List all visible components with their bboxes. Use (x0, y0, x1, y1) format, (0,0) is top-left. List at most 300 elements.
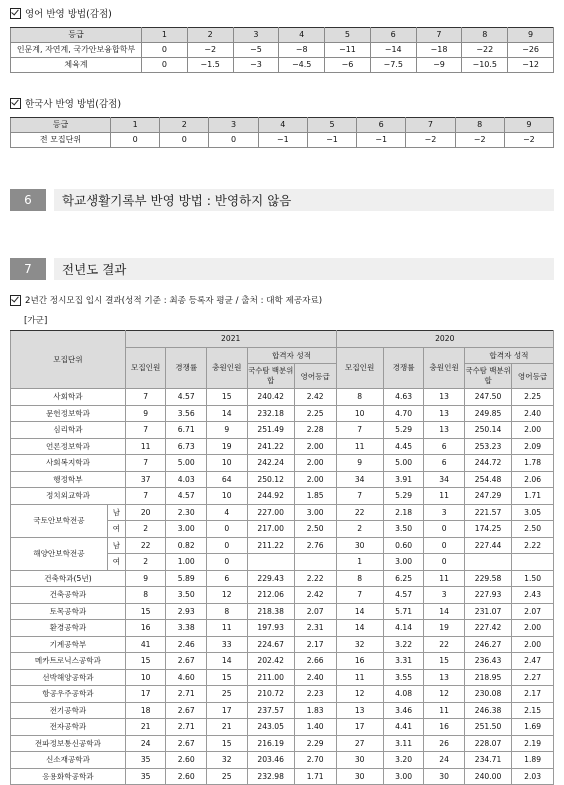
english-deduction-table (10, 27, 554, 73)
table-cell: 2.46 (166, 636, 207, 653)
table-cell: 15 (125, 603, 166, 620)
section-title: 학교생활기록부 반영 방법 : 반영하지 않음 (54, 189, 554, 211)
table-cell: 1 (336, 554, 383, 571)
table-cell: 5.00 (166, 455, 207, 472)
table-cell: 13 (424, 389, 465, 406)
table-cell: 30 (336, 768, 383, 785)
table-cell: 32 (206, 752, 247, 769)
table-row (11, 405, 554, 422)
table-cell: 229.58 (464, 570, 511, 587)
column-header: 합격자 성적 (247, 347, 336, 364)
table-cell: 227.42 (464, 620, 511, 637)
table-cell: 174.25 (464, 521, 511, 538)
table-row (11, 587, 554, 604)
table-cell: 16 (336, 653, 383, 670)
table-cell: 3 (424, 504, 465, 521)
table-row (11, 653, 554, 670)
table-row (11, 686, 554, 703)
table-cell: 228.07 (464, 735, 511, 752)
table-cell: 10 (336, 405, 383, 422)
table-cell: 236.43 (464, 653, 511, 670)
grade-header: 5 (307, 118, 356, 133)
grade-header: 6 (357, 118, 406, 133)
table-cell: 0 (142, 43, 188, 58)
table-cell: 210.72 (247, 686, 294, 703)
table-cell: 216.19 (247, 735, 294, 752)
unit-cell: 기계공학부 (11, 636, 126, 653)
table-cell: 5.71 (383, 603, 424, 620)
table-cell: −4.5 (279, 58, 325, 73)
table-cell: 2.07 (294, 603, 336, 620)
table-cell: 21 (125, 719, 166, 736)
table-cell: 2.06 (512, 471, 554, 488)
table-cell: 2.50 (294, 521, 336, 538)
table-cell: 251.49 (247, 422, 294, 439)
table-cell: 1.89 (512, 752, 554, 769)
table-cell: 2.50 (512, 521, 554, 538)
table-cell: 13 (424, 405, 465, 422)
table-cell: 2.09 (512, 438, 554, 455)
table-cell: 1.50 (512, 570, 554, 587)
table-cell: −2 (455, 133, 504, 148)
unit-cell: 건축학과(5년) (11, 570, 126, 587)
table-cell: 19 (424, 620, 465, 637)
row-label: 인문계, 자연계, 국가안보융합학부 (11, 43, 142, 58)
table-cell: 15 (424, 653, 465, 670)
table-cell: 0 (424, 521, 465, 538)
table-cell: 4.03 (166, 471, 207, 488)
table-cell: 230.08 (464, 686, 511, 703)
table-cell (512, 554, 554, 571)
results-section-header (10, 294, 322, 306)
table-cell: 25 (206, 686, 247, 703)
table-cell: 4.60 (166, 669, 207, 686)
table-cell: 5.29 (383, 488, 424, 505)
table-cell: 64 (206, 471, 247, 488)
table-cell: 2.70 (294, 752, 336, 769)
table-cell: 217.00 (247, 521, 294, 538)
table-cell: 11 (336, 438, 383, 455)
table-cell: 2.23 (294, 686, 336, 703)
unit-cell: 사회복지학과 (11, 455, 126, 472)
table-row (11, 43, 554, 58)
sex-cell: 여 (107, 521, 125, 538)
table-cell: 224.67 (247, 636, 294, 653)
table-cell: 6.25 (383, 570, 424, 587)
table-cell: 3 (424, 587, 465, 604)
table-cell: 14 (206, 653, 247, 670)
table-cell: 3.38 (166, 620, 207, 637)
table-cell: 37 (125, 471, 166, 488)
table-cell: 250.14 (464, 422, 511, 439)
table-cell: 32 (336, 636, 383, 653)
table-cell: 7 (125, 422, 166, 439)
table-cell: 3.00 (166, 521, 207, 538)
unit-cell: 심리학과 (11, 422, 126, 439)
table-cell: 30 (336, 752, 383, 769)
grade-header: 1 (111, 118, 160, 133)
table-cell: 4.57 (166, 389, 207, 406)
grade-header: 8 (462, 28, 508, 43)
table-cell: 1.71 (294, 768, 336, 785)
table-cell: 2.22 (294, 570, 336, 587)
table-cell: 0 (424, 554, 465, 571)
column-header: 합격자 성적 (464, 347, 553, 364)
table-cell: 2.29 (294, 735, 336, 752)
table-cell: 218.38 (247, 603, 294, 620)
table-cell: 11 (336, 669, 383, 686)
table-cell: 218.95 (464, 669, 511, 686)
grade-header: 7 (416, 28, 462, 43)
section-number: 6 (10, 189, 46, 211)
table-cell: −6 (325, 58, 371, 73)
table-cell: 234.71 (464, 752, 511, 769)
table-cell: 2.03 (512, 768, 554, 785)
table-row (11, 669, 554, 686)
header-row (11, 118, 554, 133)
table-cell: 14 (336, 603, 383, 620)
table-cell: 4.57 (383, 587, 424, 604)
sex-cell: 남 (107, 504, 125, 521)
table-cell: 34 (424, 471, 465, 488)
table-cell: 3.22 (383, 636, 424, 653)
unit-cell: 언론정보학과 (11, 438, 126, 455)
table-row (11, 488, 554, 505)
table-cell: 2.40 (512, 405, 554, 422)
table-cell: 26 (424, 735, 465, 752)
table-cell: 2.00 (512, 422, 554, 439)
table-cell: 30 (424, 768, 465, 785)
table-cell: 30 (336, 537, 383, 554)
table-cell: 2.67 (166, 653, 207, 670)
table-cell: 243.05 (247, 719, 294, 736)
table-cell: 227.44 (464, 537, 511, 554)
table-cell: 16 (125, 620, 166, 637)
english-section-header (10, 6, 112, 20)
table-cell: 14 (206, 405, 247, 422)
table-cell: 237.57 (247, 702, 294, 719)
section-title: 전년도 결과 (54, 258, 554, 280)
table-cell: 13 (424, 422, 465, 439)
table-cell: 9 (125, 570, 166, 587)
table-cell: 4.57 (166, 488, 207, 505)
table-cell: 2.17 (512, 686, 554, 703)
table-cell: 227.00 (247, 504, 294, 521)
table-cell: 0 (160, 133, 209, 148)
table-cell: 0 (206, 554, 247, 571)
table-cell: 22 (125, 537, 166, 554)
table-cell: 2.28 (294, 422, 336, 439)
unit-cell: 정치외교학과 (11, 488, 126, 505)
section-number: 7 (10, 258, 46, 280)
table-cell: 19 (206, 438, 247, 455)
table-cell: 5.00 (383, 455, 424, 472)
grade-header: 2 (187, 28, 233, 43)
table-cell: −2 (504, 133, 553, 148)
table-cell: 2.15 (512, 702, 554, 719)
grade-header: 3 (233, 28, 279, 43)
table-cell: 17 (336, 719, 383, 736)
table-cell: 247.29 (464, 488, 511, 505)
table-cell: 13 (336, 702, 383, 719)
checkbox-icon (10, 8, 21, 19)
table-cell: 8 (336, 389, 383, 406)
table-cell: −14 (370, 43, 416, 58)
table-cell: 2.00 (294, 438, 336, 455)
table-cell: 15 (206, 669, 247, 686)
column-header: 경쟁률 (383, 347, 424, 389)
table-cell: 3.50 (166, 587, 207, 604)
table-cell: 25 (206, 768, 247, 785)
grade-header: 6 (370, 28, 416, 43)
table-cell: 2 (125, 554, 166, 571)
table-cell: 3.00 (383, 554, 424, 571)
table-cell: 0 (111, 133, 160, 148)
header-row (11, 28, 554, 43)
table-cell: 2.42 (294, 587, 336, 604)
table-cell: 20 (125, 504, 166, 521)
table-cell: 24 (125, 735, 166, 752)
table-cell: 11 (206, 620, 247, 637)
table-cell: 3.50 (383, 521, 424, 538)
table-cell: 17 (206, 702, 247, 719)
year-header: 2021 (125, 331, 336, 348)
table-cell: 4.08 (383, 686, 424, 703)
unit-cell: 환경공학과 (11, 620, 126, 637)
table-cell: 2.42 (294, 389, 336, 406)
table-cell: −3 (233, 58, 279, 73)
table-cell: 2.30 (166, 504, 207, 521)
table-cell: 3.46 (383, 702, 424, 719)
table-cell: 2.31 (294, 620, 336, 637)
table-cell: 34 (336, 471, 383, 488)
table-cell: 10 (206, 455, 247, 472)
table-cell: 232.98 (247, 768, 294, 785)
table-cell: 2.18 (383, 504, 424, 521)
grade-header: 4 (258, 118, 307, 133)
table-cell: −1 (258, 133, 307, 148)
table-cell: 9 (336, 455, 383, 472)
grade-header: 등급 (11, 28, 142, 43)
table-cell: 4.14 (383, 620, 424, 637)
table-row (11, 719, 554, 736)
table-cell: 11 (125, 438, 166, 455)
table-cell: 0 (424, 537, 465, 554)
table-cell: 10 (206, 488, 247, 505)
grade-header: 9 (508, 28, 554, 43)
table-cell: 6 (424, 438, 465, 455)
table-cell: −11 (325, 43, 371, 58)
column-header: 국수탐 백분위합 (464, 364, 511, 389)
table-cell: 9 (206, 422, 247, 439)
table-cell: 35 (125, 768, 166, 785)
table-cell: 7 (336, 488, 383, 505)
table-cell: 1.71 (512, 488, 554, 505)
table-cell: 2.67 (166, 702, 207, 719)
table-cell: 0.60 (383, 537, 424, 554)
table-cell: 254.48 (464, 471, 511, 488)
table-row (11, 702, 554, 719)
column-header: 국수탐 백분위합 (247, 364, 294, 389)
table-cell: 2.76 (294, 537, 336, 554)
table-cell: 14 (424, 603, 465, 620)
table-cell: −2 (406, 133, 455, 148)
table-cell: 2 (336, 521, 383, 538)
table-cell: 2.93 (166, 603, 207, 620)
table-cell: 2.00 (512, 620, 554, 637)
table-cell: 11 (424, 702, 465, 719)
grade-header: 7 (406, 118, 455, 133)
history-section-header (10, 96, 121, 110)
table-cell: −1.5 (187, 58, 233, 73)
table-cell: 2.19 (512, 735, 554, 752)
table-cell: 2.00 (294, 471, 336, 488)
table-cell: 6 (424, 455, 465, 472)
table-cell: 2.00 (294, 455, 336, 472)
history-section-title: 한국사 반영 방법(감점) (25, 99, 122, 110)
table-cell: 11 (424, 488, 465, 505)
table-cell: 229.43 (247, 570, 294, 587)
unit-cell: 전자공학과 (11, 719, 126, 736)
table-cell: −26 (508, 43, 554, 58)
table-cell: 242.24 (247, 455, 294, 472)
table-cell: 246.38 (464, 702, 511, 719)
table-cell: 3.31 (383, 653, 424, 670)
table-cell: 1.83 (294, 702, 336, 719)
table-cell: 9 (125, 405, 166, 422)
table-cell: −2 (187, 43, 233, 58)
grade-header: 4 (279, 28, 325, 43)
table-cell: 2.25 (294, 405, 336, 422)
checkbox-icon (10, 295, 21, 306)
table-cell: 10 (125, 669, 166, 686)
table-cell: 22 (424, 636, 465, 653)
table-cell: 17 (125, 686, 166, 703)
table-cell: 1.40 (294, 719, 336, 736)
grade-header: 8 (455, 118, 504, 133)
table-cell: 8 (125, 587, 166, 604)
table-cell: 18 (125, 702, 166, 719)
section-6-bar (10, 189, 554, 211)
table-cell: 2.47 (512, 653, 554, 670)
table-cell: 4 (206, 504, 247, 521)
table-cell: 251.50 (464, 719, 511, 736)
table-cell: 2.07 (512, 603, 554, 620)
table-cell: 5.89 (166, 570, 207, 587)
table-cell: 2.25 (512, 389, 554, 406)
row-label: 전 모집단위 (11, 133, 111, 148)
table-cell: 33 (206, 636, 247, 653)
table-cell: 2.27 (512, 669, 554, 686)
unit-cell: 신소재공학과 (11, 752, 126, 769)
table-cell: −8 (279, 43, 325, 58)
table-cell: 15 (206, 735, 247, 752)
table-cell: 3.91 (383, 471, 424, 488)
table-cell: 14 (336, 620, 383, 637)
table-cell: 4.45 (383, 438, 424, 455)
table-cell: 16 (424, 719, 465, 736)
table-cell: 6.71 (166, 422, 207, 439)
table-cell: 2.67 (166, 735, 207, 752)
column-header: 모집인원 (336, 347, 383, 389)
year-header: 2020 (336, 331, 553, 348)
grade-header: 9 (504, 118, 553, 133)
unit-cell: 선박해양공학과 (11, 669, 126, 686)
table-cell: 244.92 (247, 488, 294, 505)
table-cell: 202.42 (247, 653, 294, 670)
table-row (11, 570, 554, 587)
column-header: 경쟁률 (166, 347, 207, 389)
table-cell: 2.17 (294, 636, 336, 653)
table-cell: 212.06 (247, 587, 294, 604)
table-cell: 13 (424, 669, 465, 686)
table-cell: 244.72 (464, 455, 511, 472)
table-cell: −1 (357, 133, 406, 148)
table-cell: 203.46 (247, 752, 294, 769)
sex-cell: 남 (107, 537, 125, 554)
table-cell: −18 (416, 43, 462, 58)
table-cell: 41 (125, 636, 166, 653)
group-label: [가군] (24, 316, 48, 326)
table-cell: 35 (125, 752, 166, 769)
table-cell: 15 (206, 389, 247, 406)
table-cell: 3.05 (512, 504, 554, 521)
english-section-title: 영어 반영 방법(감점) (25, 9, 112, 20)
table-cell: 22 (336, 504, 383, 521)
grade-header: 5 (325, 28, 371, 43)
table-cell: 3.00 (294, 504, 336, 521)
table-cell: 232.18 (247, 405, 294, 422)
table-cell: −5 (233, 43, 279, 58)
results-section-title: 2년간 정시모집 입시 결과(성적 기준 : 최종 등록자 평균 / 출처 : 대학 제공자료) (25, 296, 323, 306)
table-cell (247, 554, 294, 571)
table-cell: 211.00 (247, 669, 294, 686)
table-cell: 1.00 (166, 554, 207, 571)
table-cell: 2.43 (512, 587, 554, 604)
table-cell: −12 (508, 58, 554, 73)
table-row (11, 620, 554, 637)
table-cell: 15 (125, 653, 166, 670)
table-cell: 253.23 (464, 438, 511, 455)
table-cell: 1.85 (294, 488, 336, 505)
unit-cell: 행정학부 (11, 471, 126, 488)
table-row (11, 133, 554, 148)
table-cell: 240.42 (247, 389, 294, 406)
table-cell: 7 (336, 422, 383, 439)
table-cell: 250.12 (247, 471, 294, 488)
table-cell: 241.22 (247, 438, 294, 455)
table-cell: 4.70 (383, 405, 424, 422)
column-header: 영어등급 (294, 364, 336, 389)
section-7-bar (10, 258, 554, 280)
table-cell: 3.56 (166, 405, 207, 422)
table-cell: 7 (125, 455, 166, 472)
table-cell: 7 (125, 389, 166, 406)
table-cell: 2.71 (166, 686, 207, 703)
table-row (11, 389, 554, 406)
grade-header: 등급 (11, 118, 111, 133)
unit-cell: 메카트로닉스공학과 (11, 653, 126, 670)
table-row (11, 752, 554, 769)
table-row (11, 471, 554, 488)
column-header: 모집인원 (125, 347, 166, 389)
unit-cell: 사회학과 (11, 389, 126, 406)
row-label: 체육계 (11, 58, 142, 73)
table-cell: 2.22 (512, 537, 554, 554)
table-row (11, 537, 554, 554)
grade-header: 2 (160, 118, 209, 133)
table-cell: 0 (142, 58, 188, 73)
